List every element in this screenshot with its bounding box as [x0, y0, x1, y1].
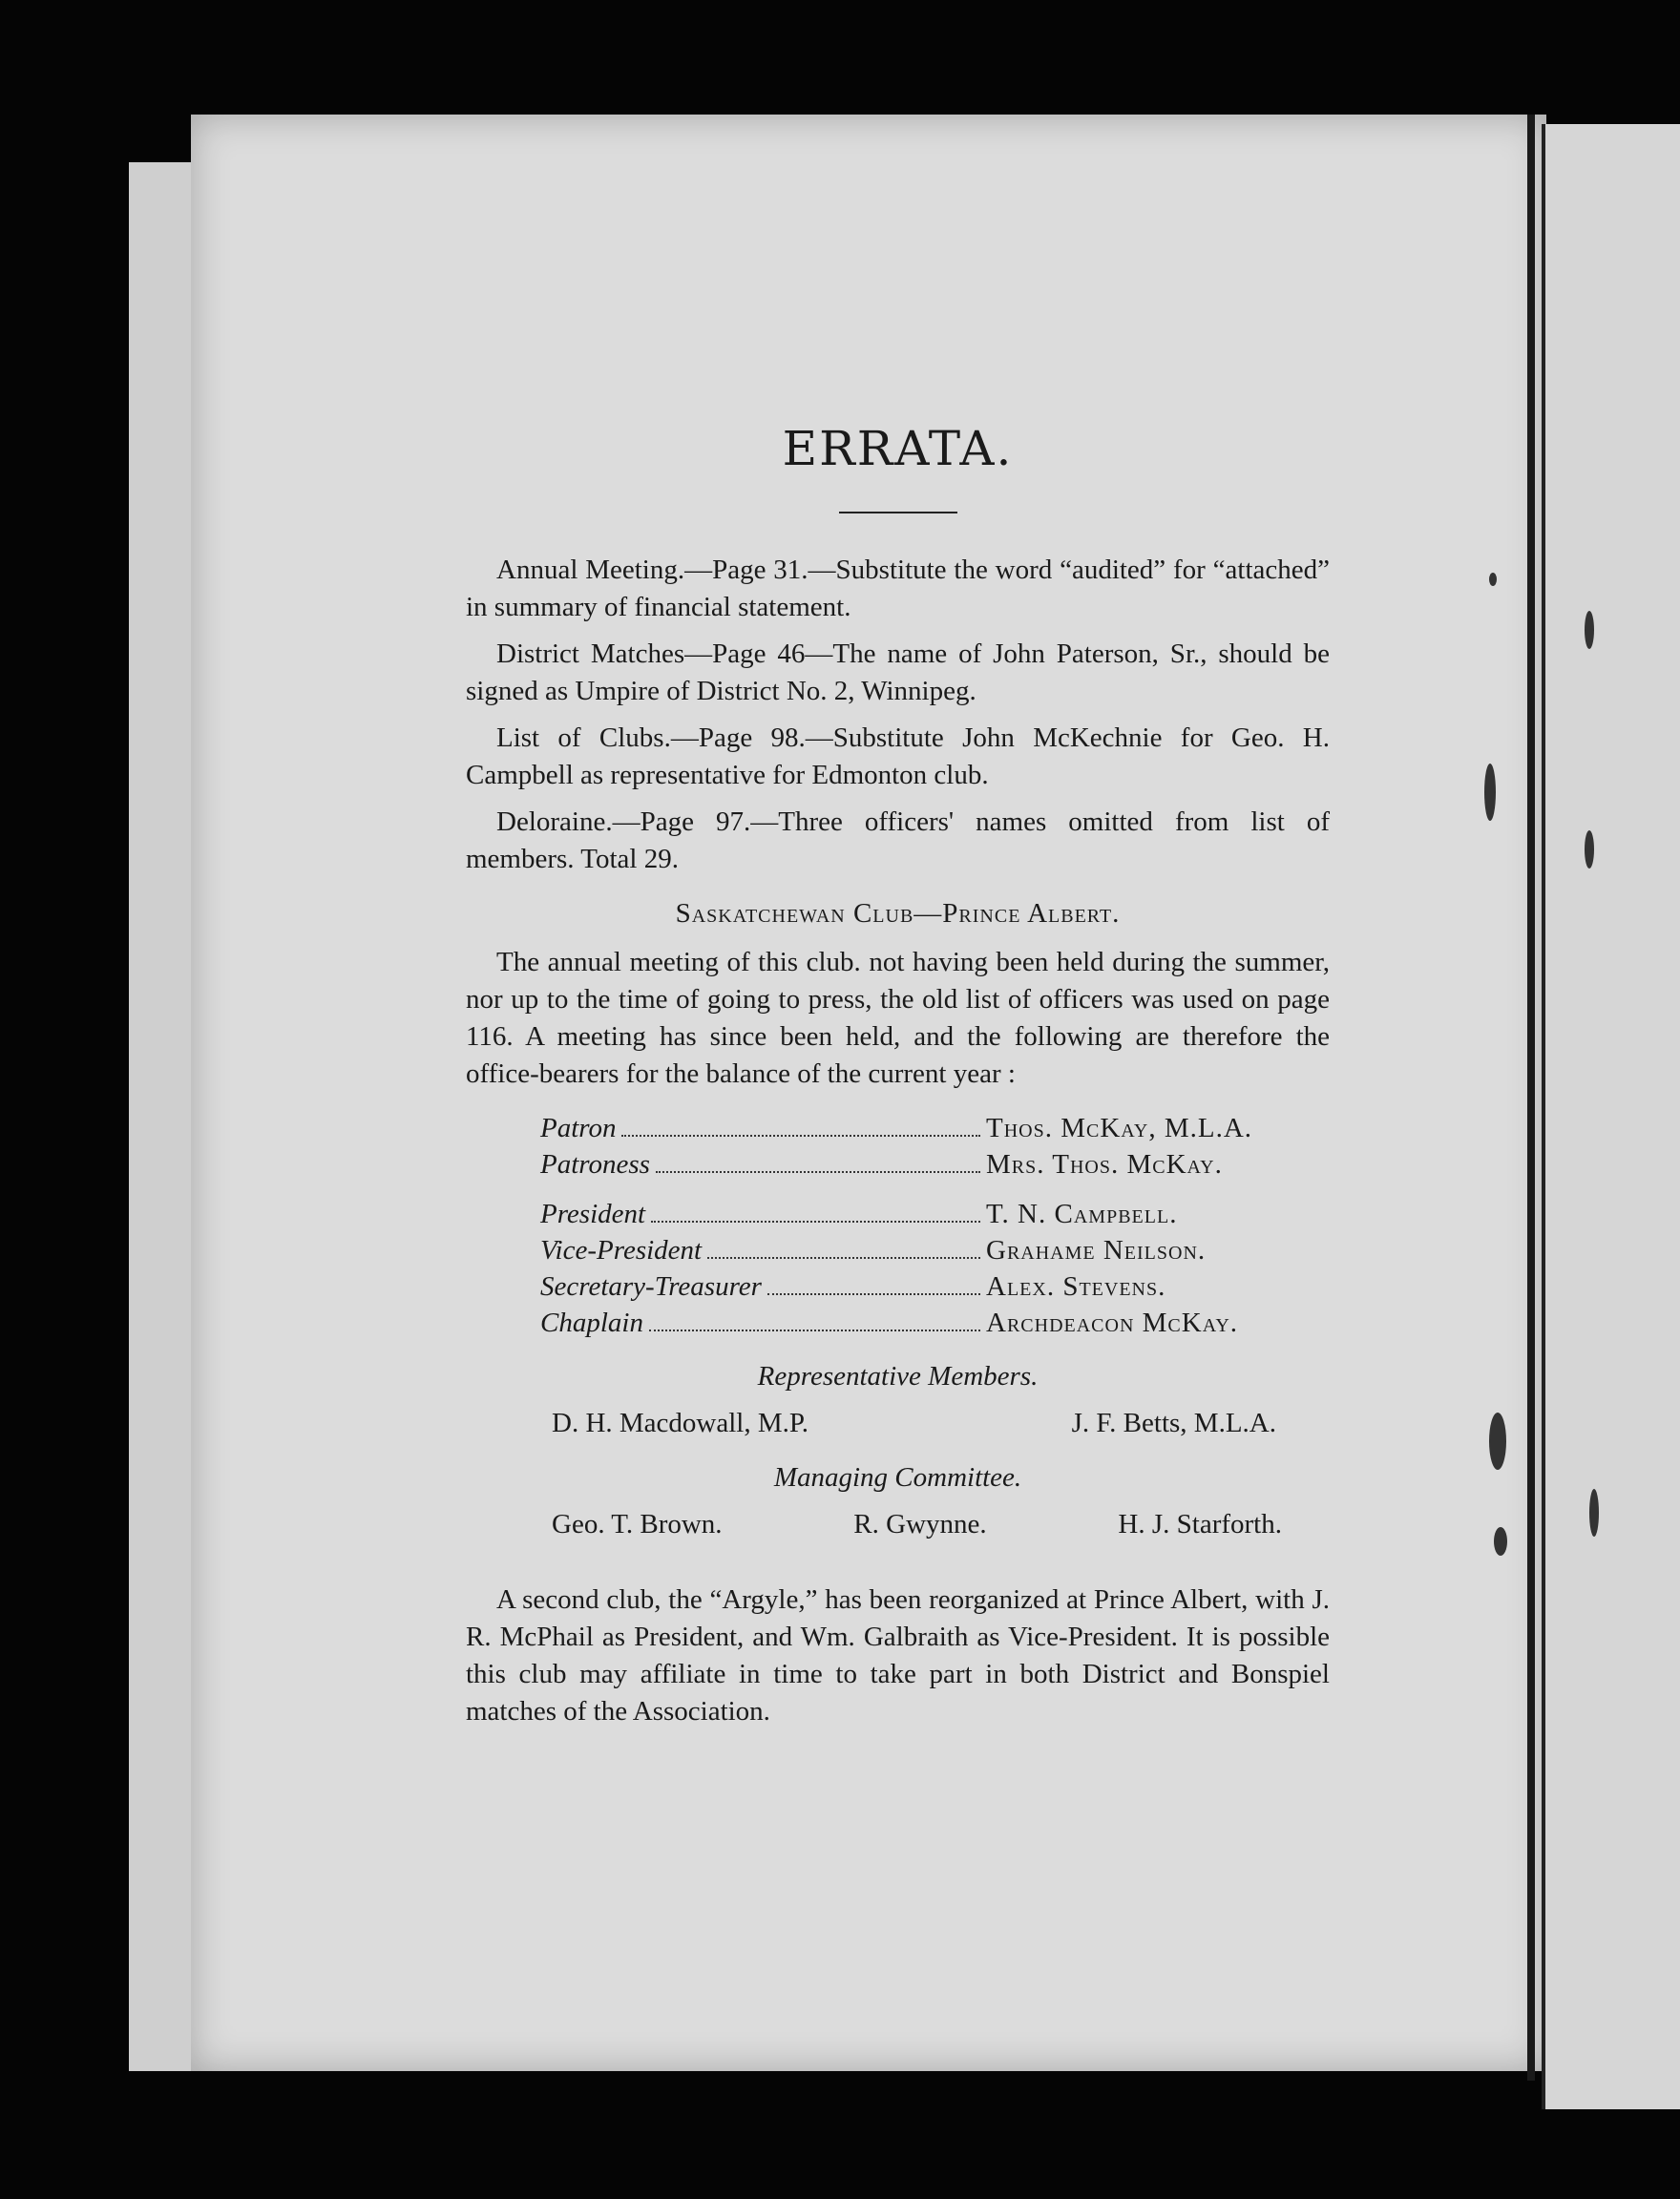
leader-dots [707, 1257, 980, 1259]
officer-name: Thos. McKay, M.L.A. [986, 1113, 1253, 1143]
officer-role: Patron [540, 1113, 617, 1143]
officer-role: Chaplain [540, 1308, 643, 1338]
officer-role: Vice-President [540, 1235, 703, 1266]
committee [466, 1506, 1330, 1543]
committee-member: R. Gwynne. [853, 1509, 987, 1539]
officer-row [540, 1268, 1330, 1305]
title-rule [839, 512, 957, 513]
leader-dots [656, 1171, 980, 1173]
committee-heading: Managing Committee. [773, 1462, 1022, 1493]
officer-row [540, 1232, 1330, 1268]
errata-paragraph: Deloraine.—Page 97.—Three officers' names omitted from list of members. Total 29. [466, 806, 1330, 874]
section-heading: Saskatchewan Club—Prince Albert. [675, 898, 1121, 929]
adjacent-page [1542, 124, 1680, 2109]
errata-paragraph: Annual Meeting.—Page 31.—Substitute the word “audited” for “attached” in summary of financial statement. [466, 555, 1330, 622]
officer-name: Grahame Neilson. [986, 1235, 1207, 1266]
officer-role: Patroness [540, 1149, 650, 1180]
officer-row [540, 1305, 1330, 1341]
officers-list [540, 1110, 1330, 1341]
errata-paragraph: District Matches—Page 46—The name of John Paterson, Sr., should be signed as Umpire of District No. 2, Winnipeg. [466, 639, 1330, 706]
binding-gutter [1527, 115, 1535, 2081]
officer-name: Mrs. Thos. McKay. [986, 1149, 1223, 1180]
officer-role: Secretary-Treasurer [540, 1271, 762, 1302]
officer-name: Archdeacon McKay. [986, 1308, 1239, 1338]
officer-name: Alex. Stevens. [986, 1271, 1166, 1302]
representative-heading: Representative Members. [757, 1361, 1039, 1392]
officer-row [540, 1196, 1330, 1232]
leader-dots [767, 1293, 980, 1295]
officer-row [540, 1110, 1330, 1146]
committee-member: H. J. Starforth. [1118, 1509, 1282, 1539]
leader-dots [649, 1330, 980, 1331]
representatives [466, 1405, 1330, 1442]
representative-name: J. F. Betts, M.L.A. [1071, 1408, 1276, 1438]
page-title: ERRATA. [782, 421, 1014, 476]
officer-role: President [540, 1199, 646, 1229]
representative-name: D. H. Macdowall, M.P. [552, 1408, 809, 1438]
errata-content [466, 420, 1330, 1740]
committee-member: Geo. T. Brown. [552, 1509, 723, 1539]
errata-paragraph: List of Clubs.—Page 98.—Substitute John McKechnie for Geo. H. Campbell as representative for Edmonton club. [466, 723, 1330, 790]
section-paragraph: The annual meeting of this club. not having been held during the summer, nor up to the time of going to press, the old list of officers was used on page 116. A meeting has since been held, and the following are therefore the office-bearers for the balance of the current year : [466, 947, 1330, 1089]
leader-dots [621, 1135, 980, 1137]
officer-name: T. N. Campbell. [986, 1199, 1178, 1229]
officer-row [540, 1146, 1330, 1183]
closing-paragraph: A second club, the “Argyle,” has been reorganized at Prince Albert, with J. R. McPhail as President, and Wm. Galbraith as Vice-President. It is possible this club may affiliate in time to take part in both District and Bonspiel matches of the Association. [466, 1584, 1330, 1727]
leader-dots [651, 1221, 980, 1223]
